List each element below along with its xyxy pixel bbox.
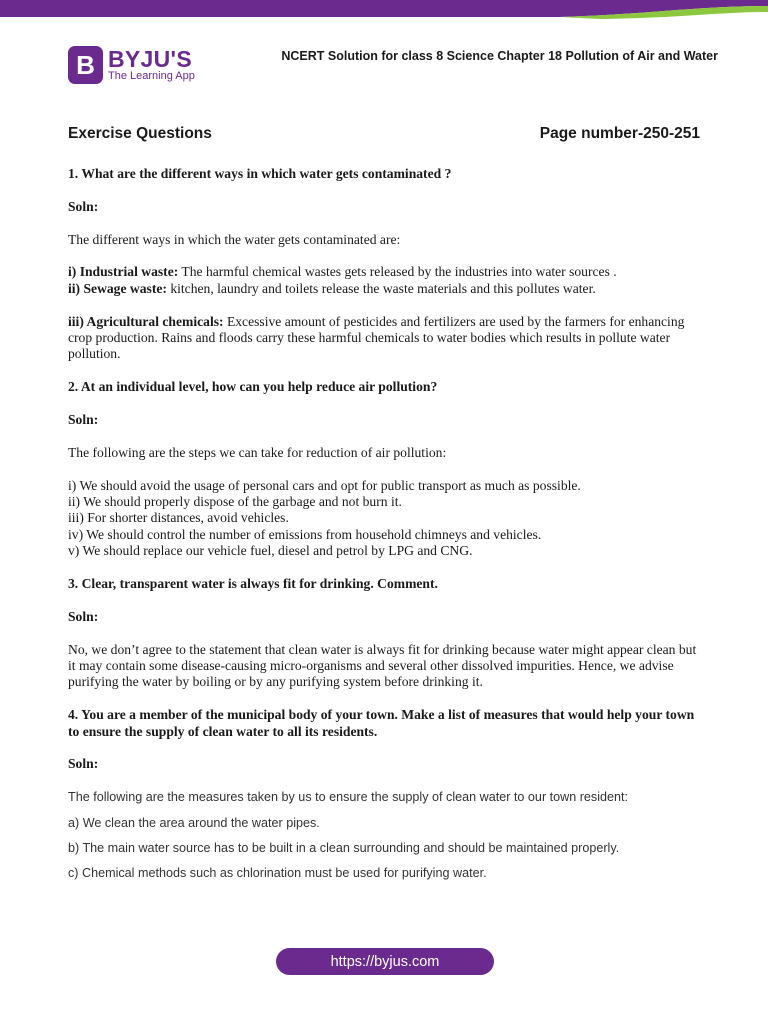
- document-body: [68, 166, 700, 891]
- q2-intro: The following are the steps we can take for reduction of air pollution:: [68, 444, 447, 460]
- q4-soln-label: Soln:: [68, 756, 99, 772]
- q4-item-1: a) We clean the area around the water pipes.: [68, 815, 320, 830]
- q2-item-1: i) We should avoid the usage of personal cars and opt for public transport as much as possible.: [68, 477, 581, 493]
- document-title: NCERT Solution for class 8 Science Chapter 18 Pollution of Air and Water: [281, 49, 718, 63]
- logo-mark: [68, 46, 103, 84]
- footer-url[interactable]: https://byjus.com: [330, 953, 440, 970]
- q2-soln-label: Soln:: [68, 412, 99, 427]
- q1-soln-label: Soln:: [68, 198, 99, 214]
- question-4: 4. You are a member of the municipal body of your town. Make a list of measures that would help your town to ensure the supply of clean water to all its residents.: [68, 707, 695, 739]
- page-reference: Page number-250-251: [539, 125, 700, 142]
- header-decoration-bar: [0, 0, 768, 22]
- logo-letter: B: [76, 50, 95, 80]
- q1-intro: The different ways in which the water gets contaminated are:: [68, 231, 401, 247]
- q1-item-1: i) Industrial waste: The harmful chemical wastes gets released by the industries into water sources .: [68, 264, 617, 280]
- logo-name: BYJU'S: [108, 45, 192, 72]
- q3-answer: No, we don’t agree to the statement that clean water is always fit for drinking because water might appear clean but it may contain some disease-causing micro-organisms and several other dissolved impurities. Hence, we advise purifying the water by boiling or by any purifying system before drinking it.: [68, 641, 697, 690]
- question-1: 1. What are the different ways in which water gets contaminated ?: [68, 166, 452, 181]
- footer-website-link[interactable]: [276, 948, 494, 975]
- q1-item-2: ii) Sewage waste: kitchen, laundry and toilets release the waste materials and this pollutes water.: [68, 280, 596, 296]
- logo-tagline: The Learning App: [108, 69, 195, 82]
- q2-item-2: ii) We should properly dispose of the garbage and not burn it.: [68, 494, 402, 509]
- q2-item-4: iv) We should control the number of emissions from household chimneys and vehicles.: [68, 526, 542, 542]
- question-3: 3. Clear, transparent water is always fit for drinking. Comment.: [68, 576, 438, 592]
- question-2: 2. At an individual level, how can you help reduce air pollution?: [68, 379, 438, 395]
- section-heading: [68, 125, 700, 145]
- byjus-logo: [68, 45, 195, 85]
- q3-soln-label: Soln:: [68, 608, 99, 624]
- q2-item-3: iii) For shorter distances, avoid vehicles.: [68, 510, 289, 526]
- q4-item-2: b) The main water source has to be built in a clean surrounding and should be maintained properly.: [68, 841, 620, 856]
- q4-item-3: c) Chemical methods such as chlorination must be used for purifying water.: [68, 866, 487, 881]
- q2-item-5: v) We should replace our vehicle fuel, diesel and petrol by LPG and CNG.: [68, 543, 473, 559]
- section-title: Exercise Questions: [68, 125, 212, 142]
- q4-intro: The following are the measures taken by us to ensure the supply of clean water to our town resident:: [68, 790, 629, 805]
- q1-item-3: iii) Agricultural chemicals: Excessive amount of pesticides and fertilizers are used by the farmers for enhancing crop production. Rains and floods carry these harmful chemicals to water bodies which results in pollute water pollution.: [68, 313, 685, 362]
